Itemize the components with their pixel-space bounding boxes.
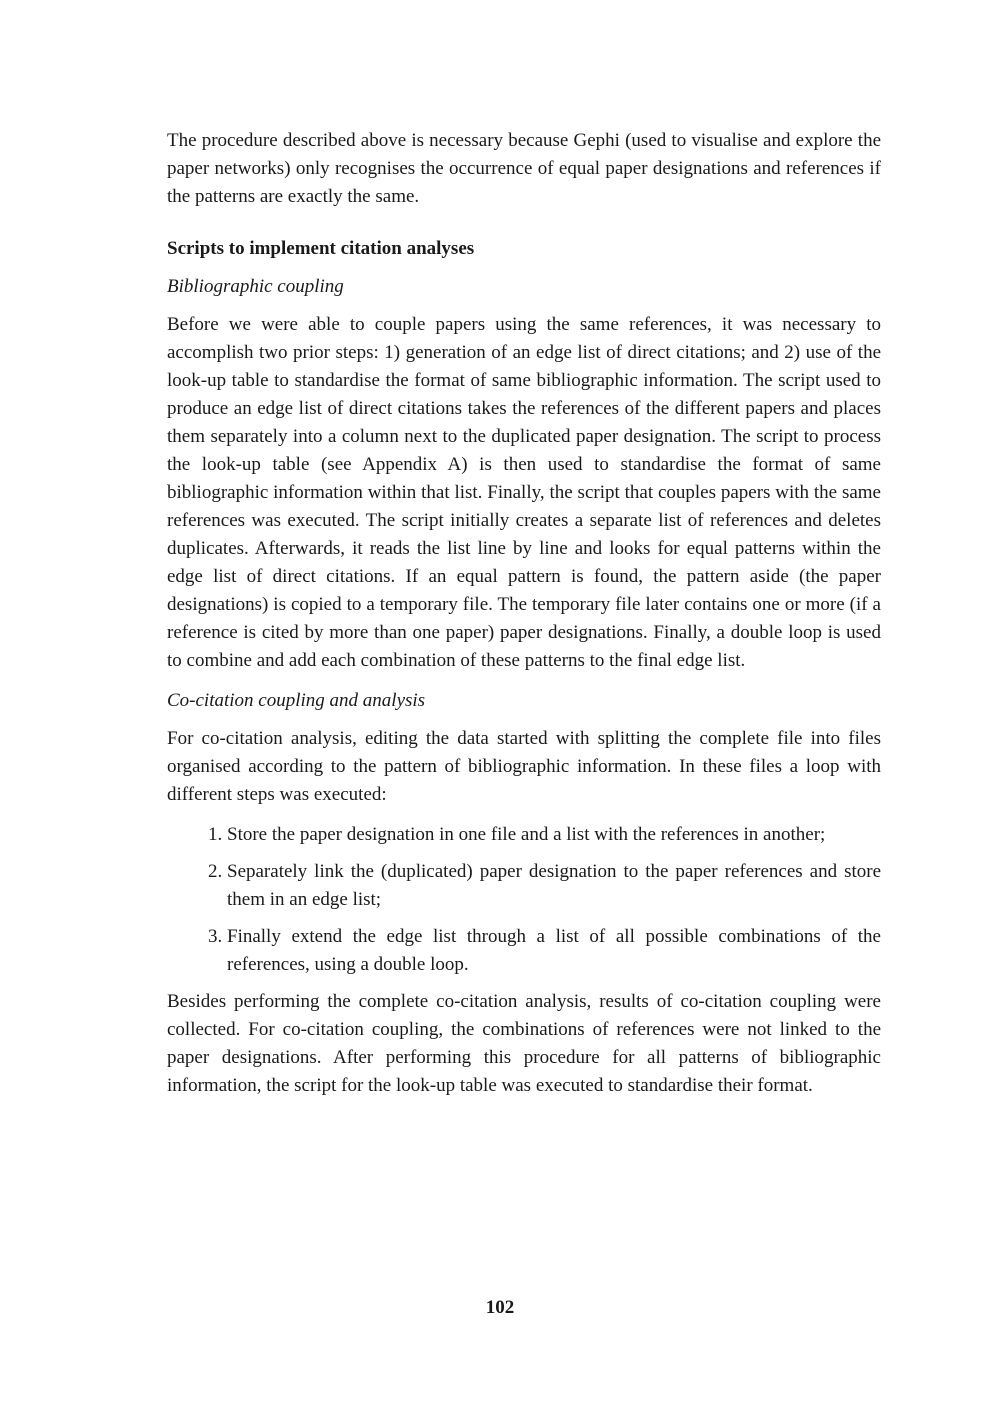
co-citation-steps-list	[167, 821, 881, 979]
co-citation-paragraph: For co-citation analysis, editing the data started with splitting the complete file into files organised according to the pattern of bibliographic information. In these files a loop with different steps was executed:	[167, 728, 881, 805]
list-item: 2. Separately link the (duplicated) paper designation to the paper references and store them in an edge list;	[227, 858, 881, 914]
page-body	[167, 127, 881, 1112]
page-number: 102	[485, 1297, 515, 1318]
list-item: 3. Finally extend the edge list through a list of all possible combinations of the references, using a double loop.	[227, 923, 881, 979]
subsection-title-co-citation: Co-citation coupling and analysis	[167, 690, 426, 711]
subsection-title-bibliographic-coupling: Bibliographic coupling	[167, 276, 344, 297]
section-heading: Scripts to implement citation analyses	[167, 238, 475, 259]
list-item: 1. Store the paper designation in one file and a list with the references in another;	[227, 821, 881, 849]
bibliographic-coupling-paragraph: Before we were able to couple papers using the same references, it was necessary to accomplish two prior steps: 1) generation of an edge list of direct citations; and 2) use of the look-up table to standardise the format of same bibliographic information. The script used to produce an edge list of direct citations takes the references of the different papers and places them separately into a column next to the duplicated paper designation. The script to process the look-up table (see Appendix A) is then used to standardise the format of same bibliographic information within that list. Finally, the script that couples papers with the same references was executed. The script initially creates a separate list of references and deletes duplicates. Afterwards, it reads the list line by line and looks for equal patterns within the edge list of direct citations. If an equal pattern is found, the pattern aside (the paper designations) is copied to a temporary file. The temporary file later contains one or more (if a reference is cited by more than one paper) paper designations. Finally, a double loop is used to combine and add each combination of these patterns to the final edge list.	[167, 314, 881, 671]
intro-paragraph: The procedure described above is necessary because Gephi (used to visualise and explore the paper networks) only recognises the occurrence of equal paper designations and references if the patterns are exactly the same.	[167, 130, 881, 207]
co-citation-closing-paragraph: Besides performing the complete co-citation analysis, results of co-citation coupling were collected. For co-citation coupling, the combinations of references were not linked to the paper designations. After performing this procedure for all patterns of bibliographic information, the script for the look-up table was executed to standardise their format.	[167, 991, 881, 1096]
